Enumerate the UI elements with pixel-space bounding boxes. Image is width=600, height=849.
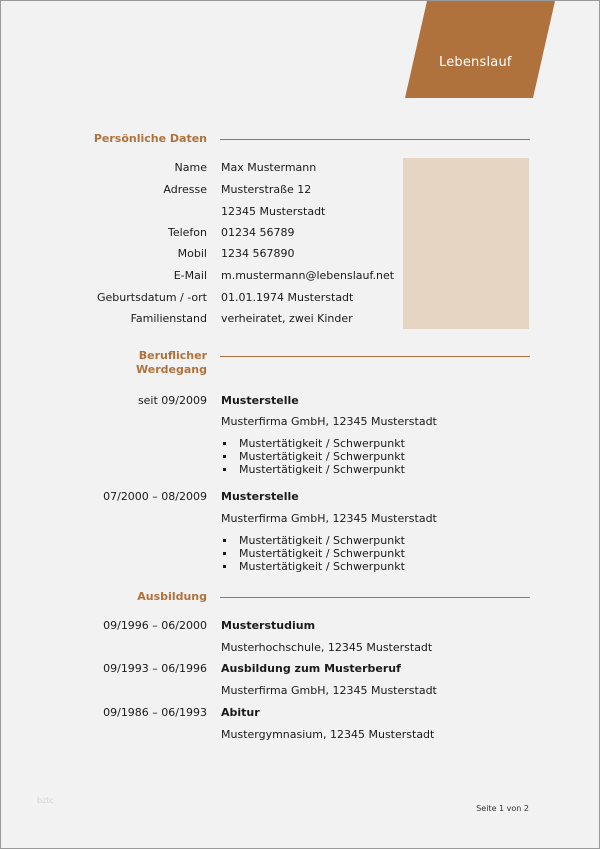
career-period: seit 09/2009 [137,394,207,407]
career-employer: Musterfirma GmbH, 12345 Musterstadt [221,512,437,525]
photo-placeholder [403,158,529,329]
career-title: Musterstelle [221,394,299,407]
education-institution: Musterhochschule, 12345 Musterstadt [221,641,433,654]
education-title: Ausbildung zum Musterberuf [221,662,401,675]
value-phone: 01234 56789 [221,226,295,239]
label-mobile: Mobil [177,247,207,260]
education-institution: Mustergymnasium, 12345 Musterstadt [221,728,435,741]
page-number: Seite 1 von 2 [476,804,529,813]
label-phone: Telefon [167,226,207,239]
education-period: 09/1996 – 06/2000 [103,619,207,632]
value-name: Max Mustermann [221,161,317,174]
education-title: Abitur [221,706,260,719]
list-item: Mustertätigkeit / Schwerpunkt [221,437,405,450]
section-heading-personal: Persönliche Daten [93,132,207,145]
list-item: Mustertätigkeit / Schwerpunkt [221,463,405,476]
title-banner [405,1,555,98]
label-birth: Geburtsdatum / -ort [97,291,207,304]
career-period: 07/2000 – 08/2009 [103,490,207,503]
label-address: Adresse [163,183,207,196]
career-bullets [221,534,405,573]
watermark: bztc [37,796,54,805]
value-city: 12345 Musterstadt [221,205,326,218]
education-institution: Musterfirma GmbH, 12345 Musterstadt [221,684,437,697]
career-title: Musterstelle [221,490,299,503]
value-mobile: 1234 567890 [221,247,295,260]
section-heading-career-line2: Werdegang [136,363,207,376]
career-bullets [221,437,405,476]
section-divider [220,356,530,357]
label-email: E-Mail [173,269,207,282]
list-item: Mustertätigkeit / Schwerpunkt [221,450,405,463]
education-title: Musterstudium [221,619,316,632]
label-name: Name [174,161,207,174]
value-birth: 01.01.1974 Musterstadt [221,291,354,304]
list-item: Mustertätigkeit / Schwerpunkt [221,534,405,547]
list-item: Mustertätigkeit / Schwerpunkt [221,560,405,573]
value-marital-status: verheiratet, zwei Kinder [221,312,353,325]
section-heading-education: Ausbildung [137,590,207,603]
list-item: Mustertätigkeit / Schwerpunkt [221,547,405,560]
section-divider [220,597,530,598]
value-email[interactable]: m.mustermann@lebenslauf.net [221,269,395,282]
career-employer: Musterfirma GmbH, 12345 Musterstadt [221,415,437,428]
education-period: 09/1993 – 06/1996 [103,662,207,675]
document-title: Lebenslauf [439,55,512,70]
section-divider [220,139,530,140]
education-period: 09/1986 – 06/1993 [103,706,207,719]
value-street: Musterstraße 12 [221,183,312,196]
section-heading-career-line1: Beruflicher [138,349,207,362]
label-marital-status: Familienstand [130,312,207,325]
